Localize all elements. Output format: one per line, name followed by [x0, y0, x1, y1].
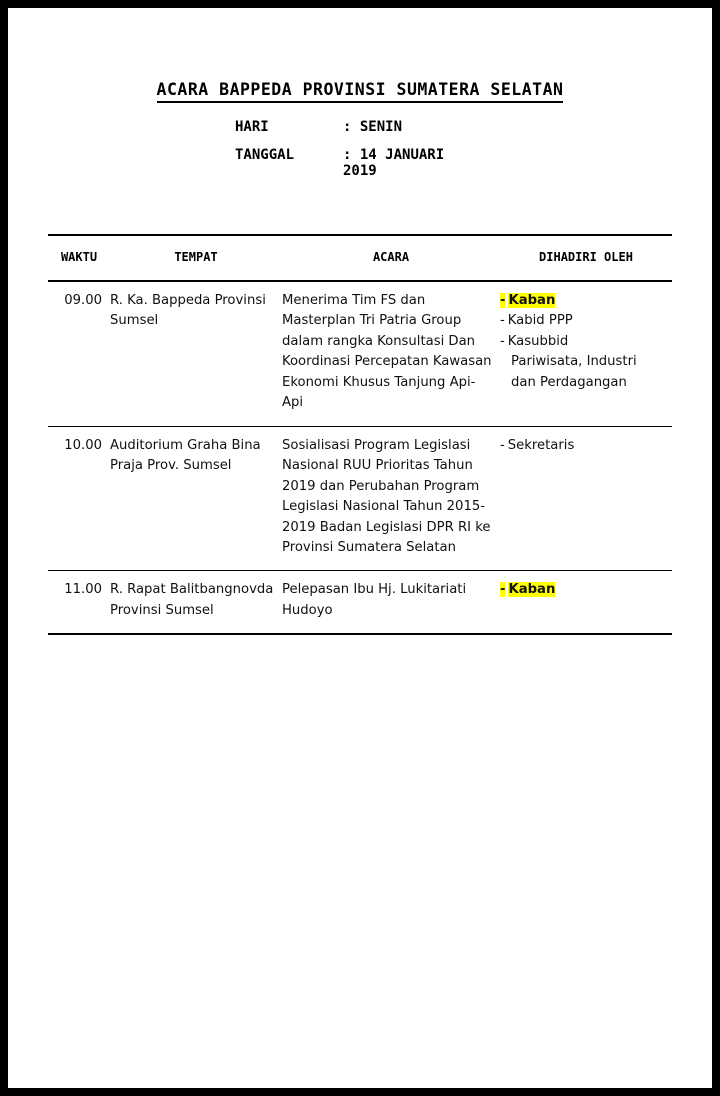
attendee-bullet: - [500, 313, 505, 329]
cell-acara: Sosialisasi Program Legislasi Nasional RUU Prioritas Tahun 2019 dan Perubahan Program Legislasi Nasional Tahun 2015-2019 Badan Legislasi DPR RI ke Provinsi Sumatera Selatan [282, 426, 500, 571]
attendee-bullet: - [500, 437, 505, 453]
attendee-name: Kaban [508, 293, 556, 308]
meta-value-hari [343, 119, 485, 135]
meta-separator-tanggal: : [343, 147, 352, 163]
attendee-line [500, 291, 664, 311]
document-body [8, 8, 712, 635]
cell-waktu: 10.00 [48, 426, 110, 571]
cell-acara: Menerima Tim FS dan Masterplan Tri Patria Group dalam rangka Konsultasi Dan Koordinasi Percepatan Kawasan Ekonomi Khusus Tanjung Api-Api [282, 281, 500, 426]
meta-row-tanggal [235, 147, 485, 179]
attendee-name: Kasubbid [507, 333, 569, 349]
cell-tempat: R. Rapat Balitbangnovda Provinsi Sumsel [110, 571, 282, 634]
attendee-name: Kaban [508, 582, 556, 598]
column-header-waktu: WAKTU [48, 235, 110, 281]
page-title-text: ACARA BAPPEDA PROVINSI SUMATERA SELATAN [157, 80, 564, 103]
cell-waktu: 11.00 [48, 571, 110, 634]
attendee-bullet: - [500, 333, 505, 349]
cell-tempat: R. Ka. Bappeda Provinsi Sumsel [110, 281, 282, 426]
cell-dihadiri [500, 281, 672, 426]
meta-value-tanggal-text: 14 JANUARI 2019 [343, 147, 445, 179]
cell-dihadiri [500, 571, 672, 634]
schedule-table-wrapper [48, 234, 672, 635]
meta-label-tanggal: TANGGAL [235, 147, 295, 163]
table-body [48, 281, 672, 634]
meta-label-hari: HARI [235, 119, 269, 135]
meta-separator-hari: : [343, 119, 352, 135]
page-title [8, 80, 712, 99]
table-header-row [48, 235, 672, 281]
attendee-line [500, 436, 664, 456]
document-meta [8, 119, 712, 179]
table-head [48, 235, 672, 281]
document-page [8, 8, 712, 1088]
attendee-line [500, 332, 664, 352]
column-header-dihadiri: DIHADIRI OLEH [500, 235, 672, 281]
meta-row-hari [235, 119, 485, 135]
attendee-detail: Pariwisata, Industri dan Perdagangan [511, 354, 637, 390]
column-header-tempat: TEMPAT [110, 235, 282, 281]
table-row [48, 571, 672, 634]
attendee-bullet: - [500, 293, 506, 308]
attendee-line [500, 580, 664, 600]
attendee-bullet: - [500, 582, 506, 598]
cell-tempat: Auditorium Graha Bina Praja Prov. Sumsel [110, 426, 282, 571]
cell-dihadiri [500, 426, 672, 571]
schedule-table [48, 234, 672, 635]
attendee-name: Sekretaris [507, 437, 575, 453]
meta-value-tanggal [343, 147, 485, 179]
attendee-name: Kabid PPP [507, 313, 573, 329]
attendee-line [500, 311, 664, 331]
meta-value-hari-text: SENIN [359, 119, 403, 135]
table-row [48, 426, 672, 571]
cell-acara: Pelepasan Ibu Hj. Lukitariati Hudoyo [282, 571, 500, 634]
cell-waktu: 09.00 [48, 281, 110, 426]
table-row [48, 281, 672, 426]
column-header-acara: ACARA [282, 235, 500, 281]
